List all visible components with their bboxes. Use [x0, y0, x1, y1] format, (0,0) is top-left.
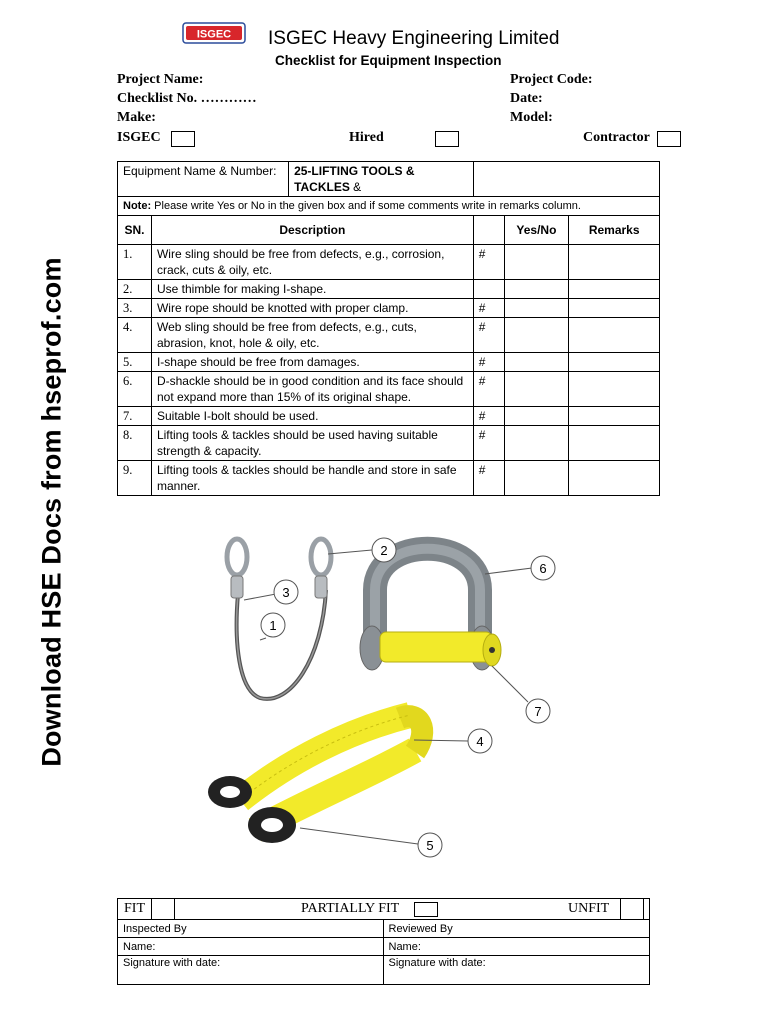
row-description: Suitable I-bolt should be used. — [151, 407, 473, 426]
col-description-header: Description — [151, 216, 473, 245]
equipment-value-cell[interactable] — [473, 162, 659, 197]
date-label: Date: — [510, 91, 543, 106]
note-text: Please write Yes or No in the given box and if some comments write in remarks column. — [151, 200, 581, 212]
row-yesno-cell[interactable] — [504, 353, 569, 372]
callout-5-label: 5 — [426, 838, 434, 853]
equipment-label: Equipment Name & Number: — [118, 162, 289, 196]
row-description: Use thimble for making I-shape. — [151, 280, 473, 299]
row-sn: 6. — [118, 372, 152, 407]
partially-fit-label: PARTIALLY FIT — [301, 901, 400, 916]
row-description: I-shape should be free from damages. — [151, 353, 473, 372]
table-header-row — [118, 216, 660, 245]
table-row — [118, 353, 660, 372]
row-remarks-cell[interactable] — [569, 353, 660, 372]
row-description: Web sling should be free from defects, e.g., cuts, abrasion, knot, hole & oily, etc. — [151, 318, 473, 353]
row-mark — [473, 280, 504, 299]
make-label: Make: — [117, 110, 156, 125]
isgec-logo — [182, 22, 246, 44]
row-mark: # — [473, 461, 504, 496]
company-name: ISGEC Heavy Engineering Limited — [268, 28, 560, 49]
document-subtitle: Checklist for Equipment Inspection — [275, 53, 502, 68]
row-description: Lifting tools & tackles should be used having suitable strength & capacity. — [151, 426, 473, 461]
hired-label: Hired — [349, 130, 384, 145]
row-remarks-cell[interactable] — [569, 245, 660, 280]
row-mark: # — [473, 426, 504, 461]
row-description: Wire rope should be knotted with proper clamp. — [151, 299, 473, 318]
callout-2-label: 2 — [380, 543, 388, 558]
reviewer-signature-field[interactable]: Signature with date: — [383, 956, 650, 985]
row-yesno-cell[interactable] — [504, 407, 569, 426]
callout-3-label: 3 — [282, 585, 290, 600]
row-mark: # — [473, 245, 504, 280]
d-shackle-image — [360, 549, 501, 670]
row-remarks-cell[interactable] — [569, 407, 660, 426]
callout-2 — [328, 538, 396, 562]
row-remarks-cell[interactable] — [569, 318, 660, 353]
inspector-signature-field[interactable]: Signature with date: — [118, 956, 384, 985]
table-row — [118, 407, 660, 426]
row-sn: 8. — [118, 426, 152, 461]
col-yesno-header: Yes/No — [504, 216, 569, 245]
row-remarks-cell[interactable] — [569, 299, 660, 318]
row-description: Wire sling should be free from defects, e.g., corrosion, crack, cuts & oily, etc. — [151, 245, 473, 280]
equipment-value: 25-LIFTING TOOLS & TACKLES — [294, 164, 415, 194]
row-mark: # — [473, 407, 504, 426]
checklist-table — [117, 161, 660, 496]
table-row — [118, 299, 660, 318]
callout-3 — [244, 580, 298, 604]
equipment-row — [118, 162, 660, 197]
row-yesno-cell[interactable] — [504, 280, 569, 299]
unfit-label: UNFIT — [568, 901, 610, 916]
row-sn: 5. — [118, 353, 152, 372]
reviewed-by-label: Reviewed By — [383, 920, 650, 938]
row-yesno-cell[interactable] — [504, 461, 569, 496]
row-remarks-cell[interactable] — [569, 280, 660, 299]
row-description: D-shackle should be in good condition and its face should not expand more than 15% of its original shape. — [151, 372, 473, 407]
row-mark: # — [473, 318, 504, 353]
row-yesno-cell[interactable] — [504, 318, 569, 353]
equipment-suffix: & — [349, 180, 362, 194]
row-sn: 3. — [118, 299, 152, 318]
row-yesno-cell[interactable] — [504, 299, 569, 318]
fit-checkbox[interactable] — [152, 899, 175, 919]
row-description: Lifting tools & tackles should be handle and store in safe manner. — [151, 461, 473, 496]
reviewer-name-field[interactable]: Name: — [383, 938, 650, 956]
row-yesno-cell[interactable] — [504, 426, 569, 461]
row-mark: # — [473, 299, 504, 318]
callout-4-label: 4 — [476, 734, 484, 749]
hired-checkbox[interactable] — [435, 131, 459, 147]
web-sling-image — [208, 715, 422, 843]
row-remarks-cell[interactable] — [569, 426, 660, 461]
callout-5 — [300, 828, 442, 857]
isgec-label: ISGEC — [117, 130, 161, 145]
model-label: Model: — [510, 110, 553, 125]
note-row — [118, 197, 660, 216]
contractor-checkbox[interactable] — [657, 131, 681, 147]
inspector-name-field[interactable]: Name: — [118, 938, 384, 956]
row-sn: 4. — [118, 318, 152, 353]
table-row — [118, 372, 660, 407]
logo-text: ISGEC — [196, 28, 232, 41]
row-yesno-cell[interactable] — [504, 372, 569, 407]
lifting-tools-illustration — [200, 530, 570, 860]
row-sn: 7. — [118, 407, 152, 426]
callout-7 — [492, 666, 550, 723]
table-row — [118, 280, 660, 299]
isgec-checkbox[interactable] — [171, 131, 195, 147]
side-watermark: Download HSE Docs from hseprof.com — [36, 257, 67, 767]
callout-1-label: 1 — [269, 618, 277, 633]
fit-label: FIT — [124, 901, 145, 916]
row-mark: # — [473, 372, 504, 407]
partially-fit-checkbox[interactable] — [414, 902, 438, 917]
row-sn: 2. — [118, 280, 152, 299]
table-row — [118, 426, 660, 461]
table-row — [118, 461, 660, 496]
col-remarks-header: Remarks — [569, 216, 660, 245]
checklist-no-label: Checklist No. ………… — [117, 91, 257, 106]
col-sn-header: SN. — [118, 216, 152, 245]
inspection-footer-table — [117, 898, 650, 985]
contractor-label: Contractor — [583, 130, 650, 145]
col-blank-header — [473, 216, 504, 245]
row-remarks-cell[interactable] — [569, 461, 660, 496]
callout-1 — [260, 613, 285, 640]
table-row — [118, 318, 660, 353]
table-row — [118, 245, 660, 280]
project-name-label: Project Name: — [117, 72, 204, 87]
fitness-row — [118, 899, 650, 920]
callout-7-label: 7 — [534, 704, 542, 719]
unfit-checkbox[interactable] — [620, 899, 644, 919]
row-yesno-cell[interactable] — [504, 245, 569, 280]
project-code-label: Project Code: — [510, 72, 593, 87]
row-remarks-cell[interactable] — [569, 372, 660, 407]
row-mark: # — [473, 353, 504, 372]
callout-6 — [485, 556, 555, 580]
row-sn: 1. — [118, 245, 152, 280]
callout-6-label: 6 — [539, 561, 547, 576]
inspected-by-label: Inspected By — [118, 920, 384, 938]
note-label: Note: — [123, 200, 152, 212]
row-sn: 9. — [118, 461, 152, 496]
